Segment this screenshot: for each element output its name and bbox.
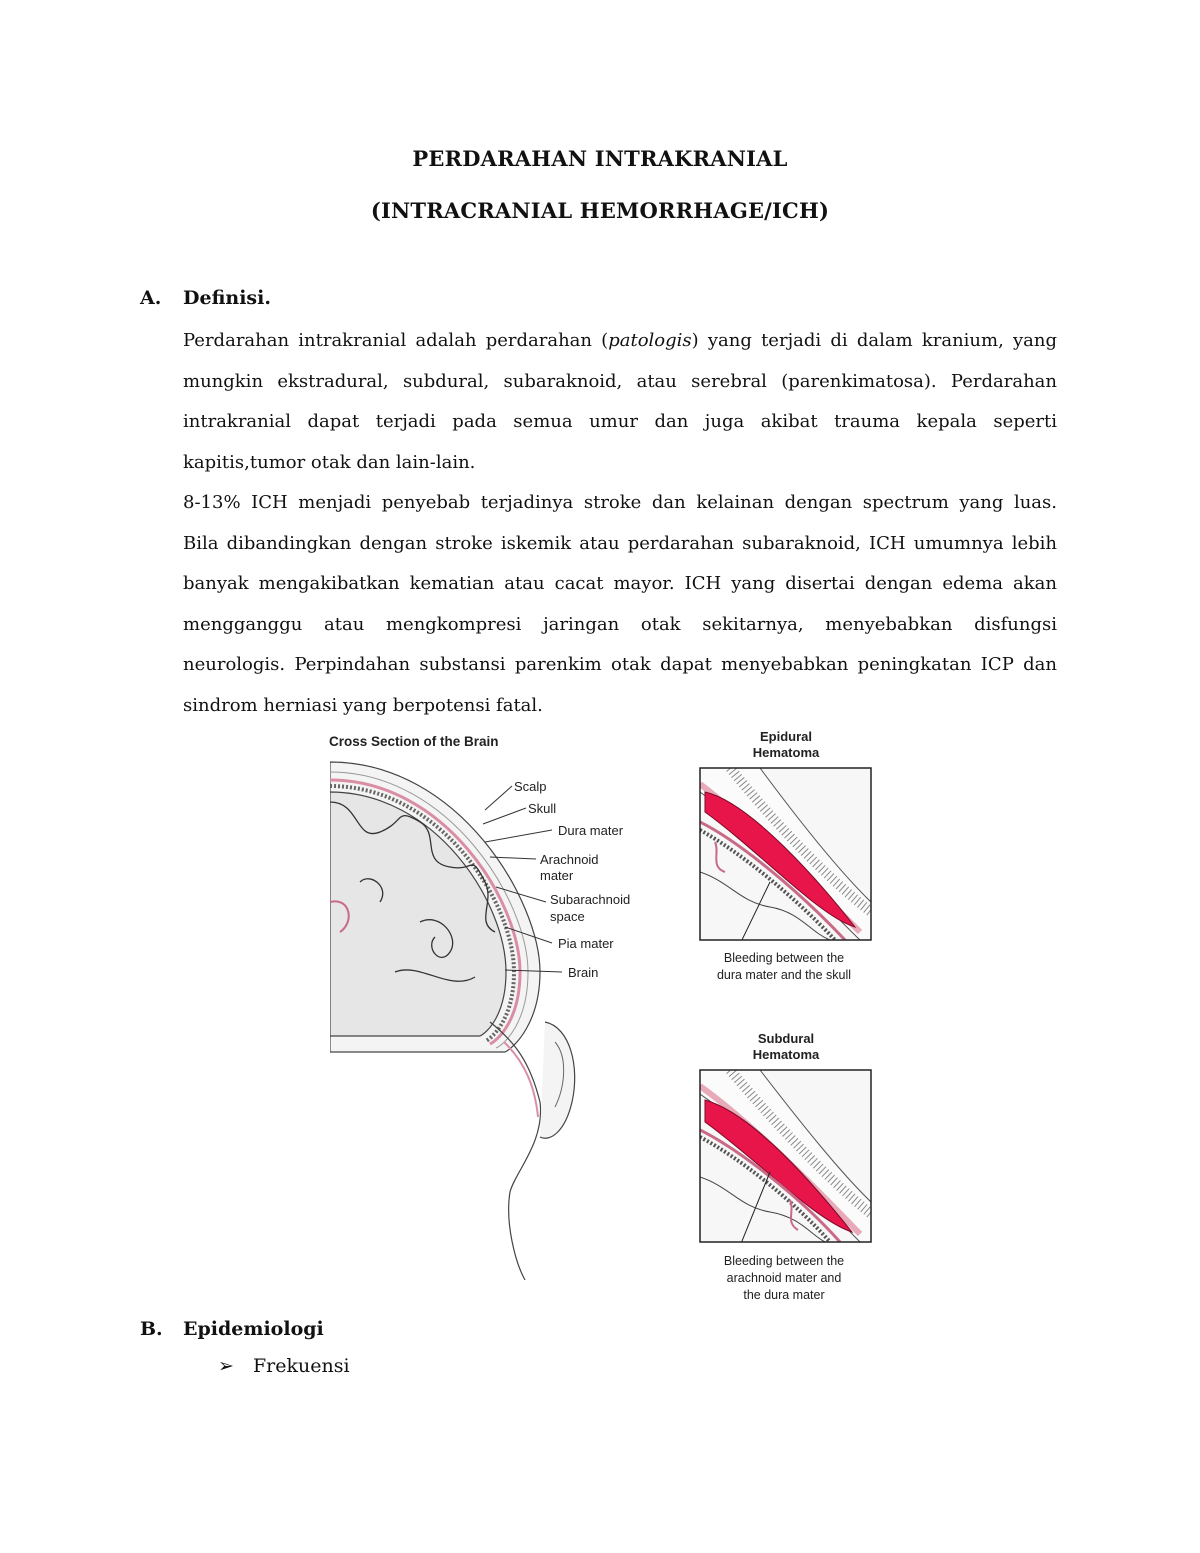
- paragraph-line: 8-13% ICH menjadi penyebab terjadinya stroke dan kelainan dengan spectrum yang luas.: [183, 492, 1057, 513]
- paragraph-line: sindrom herniasi yang berpotensi fatal.: [183, 694, 543, 716]
- definition-paragraph-1: [183, 321, 1057, 483]
- label-dura-mater: Dura mater: [558, 823, 624, 838]
- label-brain: Brain: [568, 965, 599, 980]
- text-run: ) yang terjadi di dalam kranium, yang: [691, 330, 1058, 351]
- paragraph-line: intrakranial dapat terjadi pada semua umur dan juga akibat trauma kepala seperti: [183, 411, 1057, 432]
- paragraph-line: kapitis,tumor otak dan lain-lain.: [183, 451, 476, 473]
- subdural-title-line-2: Hematoma: [752, 1047, 820, 1062]
- cross-section-title: Cross Section of the Brain: [329, 734, 499, 749]
- section-b-heading: Epidemiologi: [183, 1318, 324, 1340]
- label-subarachnoid-line-2: space: [550, 909, 585, 924]
- paragraph-line: banyak mengakibatkan kematian atau cacat mayor. ICH yang disertai dengan edema akan: [183, 573, 1057, 594]
- section-a-heading: Definisi.: [183, 287, 271, 309]
- label-subarachnoid-line-1: Subarachnoid: [550, 892, 631, 907]
- document-title: PERDARAHAN INTRAKRANIAL: [412, 146, 788, 171]
- subdural-caption-line-1: Bleeding between the: [723, 1254, 845, 1268]
- subdural-caption-line-3: the dura mater: [743, 1288, 825, 1302]
- label-pia-mater: Pia mater: [558, 936, 614, 951]
- label-skull: Skull: [528, 801, 557, 816]
- epidural-caption-line-1: Bleeding between the: [723, 951, 845, 965]
- arrowhead-bullet-icon: ➢: [218, 1355, 234, 1377]
- paragraph-line: mungkin ekstradural, subdural, subaraknoid, atau serebral (parenkimatosa). Perdarahan: [183, 370, 1057, 392]
- text-run: Perdarahan intrakranial adalah perdarahan (: [183, 330, 609, 351]
- paragraph-line: mengganggu atau mengkompresi jaringan otak sekitarnya, menyebabkan disfungsi: [183, 613, 1057, 635]
- brain-hemorrhage-figure: [300, 722, 900, 1312]
- definition-paragraph-2: [183, 483, 1057, 726]
- paragraph-line: Bila dibandingkan dengan stroke iskemik atau perdarahan subaraknoid, ICH umumnya lebih: [183, 532, 1057, 554]
- epidural-title-line-2: Hematoma: [752, 745, 820, 760]
- label-scalp: Scalp: [514, 779, 547, 794]
- subdural-caption-line-2: arachnoid mater and: [726, 1271, 842, 1285]
- italic-term: patologis: [608, 330, 692, 351]
- section-b-letter: B.: [140, 1318, 163, 1340]
- label-arachnoid-line-1: Arachnoid: [540, 852, 599, 867]
- paragraph-line: [183, 321, 1057, 362]
- list-item: Frekuensi: [253, 1355, 350, 1377]
- subdural-title-line-1: Subdural: [757, 1031, 815, 1046]
- epidural-caption-line-2: dura mater and the skull: [716, 968, 852, 982]
- document-subtitle: (INTRACRANIAL HEMORRHAGE/ICH): [370, 198, 830, 223]
- epidural-title-line-1: Epidural: [759, 729, 813, 744]
- epidural-hematoma-drawing: [700, 768, 871, 944]
- label-arachnoid-line-2: mater: [540, 868, 574, 883]
- brain-cross-section-drawing: [330, 762, 575, 1280]
- paragraph-line: neurologis. Perpindahan substansi parenkim otak dapat menyebabkan peningkatan ICP dan: [183, 654, 1057, 675]
- section-a-letter: A.: [140, 287, 162, 309]
- subdural-hematoma-drawing: [700, 1070, 871, 1246]
